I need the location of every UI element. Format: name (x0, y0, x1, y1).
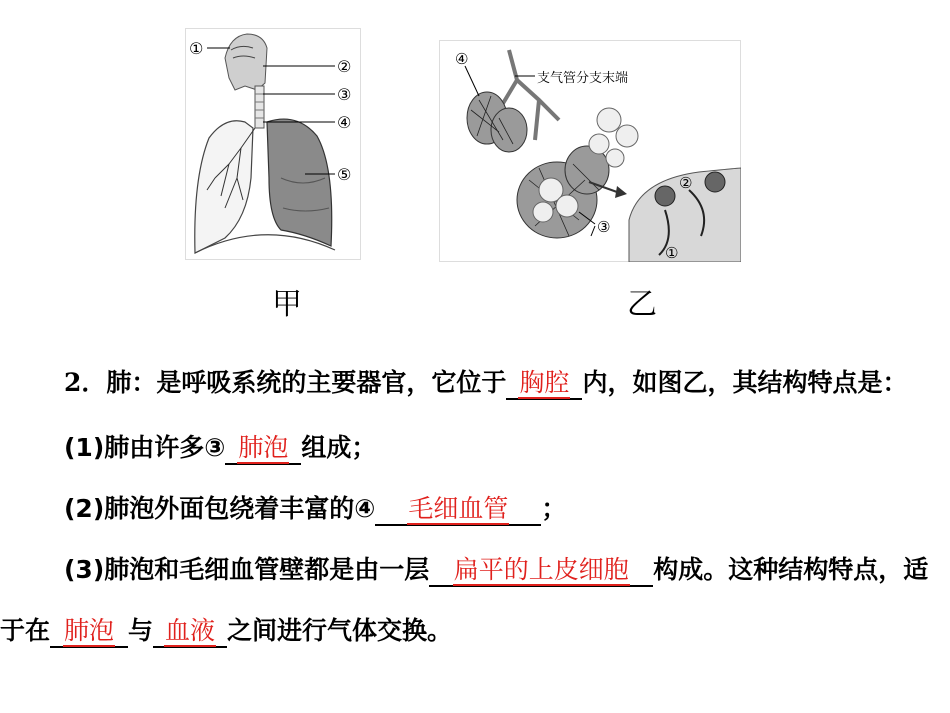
label-4: ④ (337, 113, 352, 132)
answer-chest-cavity: 胸腔 (519, 368, 570, 397)
answer-epithelial-cells: 扁平的上皮细胞 (453, 555, 629, 584)
figure-respiratory-system (185, 28, 361, 260)
blank-chest-cavity (506, 368, 582, 400)
answer-blood: 血液 (165, 616, 216, 645)
answer-capillaries: 毛细血管 (408, 494, 509, 523)
label-5: ⑤ (337, 165, 352, 184)
item-3-prefix: (3)肺泡和毛细血管壁都是由一层 (64, 555, 430, 584)
blank-capillaries (375, 494, 541, 526)
item-2-suffix: ； (541, 494, 567, 523)
item-2 (64, 492, 566, 526)
intro-text: 是呼吸系统的主要器官，它位于 (156, 368, 507, 397)
figure-alveoli (439, 40, 741, 262)
label-yi-4: ④ (455, 50, 469, 68)
blank-epithelial-cells (429, 555, 653, 587)
caption-yi: 乙 (627, 287, 657, 322)
item-1-suffix: 组成； (301, 433, 377, 462)
label-yi-1: ① (665, 244, 679, 262)
answer-alveoli: 肺泡 (238, 433, 289, 462)
blank-alveoli (225, 433, 301, 465)
label-2: ② (337, 57, 352, 76)
paragraph-lung-intro (64, 366, 907, 400)
item-3-suffix: 构成。这种结构特点，适 (653, 555, 929, 584)
respiratory-system-illustration (185, 28, 361, 260)
alveoli-illustration (439, 40, 741, 262)
item-number: 2． (64, 368, 107, 397)
item-3-continued (0, 614, 452, 648)
answer-alveoli-2: 肺泡 (64, 616, 115, 645)
blank-alveoli-2 (50, 616, 128, 648)
item-3c-suffix: 之间进行气体交换。 (227, 616, 453, 645)
item-3 (64, 553, 928, 587)
label-yi-3: ③ (597, 218, 611, 236)
item-2-prefix: (2)肺泡外面包绕着丰富的④ (64, 494, 376, 523)
label-1: ① (189, 39, 204, 58)
bronchiole-annotation: 支气管分支末端 (537, 71, 629, 86)
blank-blood (153, 616, 227, 648)
intro-text-end: 内，如图乙，其结构特点是： (582, 368, 908, 397)
item-3c-prefix: 于在 (0, 616, 51, 645)
label-3: ③ (337, 85, 352, 104)
item-3c-middle: 与 (128, 616, 154, 645)
label-yi-2: ② (679, 174, 693, 192)
item-1-prefix: (1)肺由许多③ (64, 433, 226, 462)
item-1 (64, 431, 376, 465)
item-heading: 肺： (106, 368, 157, 397)
caption-jia: 甲 (272, 287, 302, 322)
